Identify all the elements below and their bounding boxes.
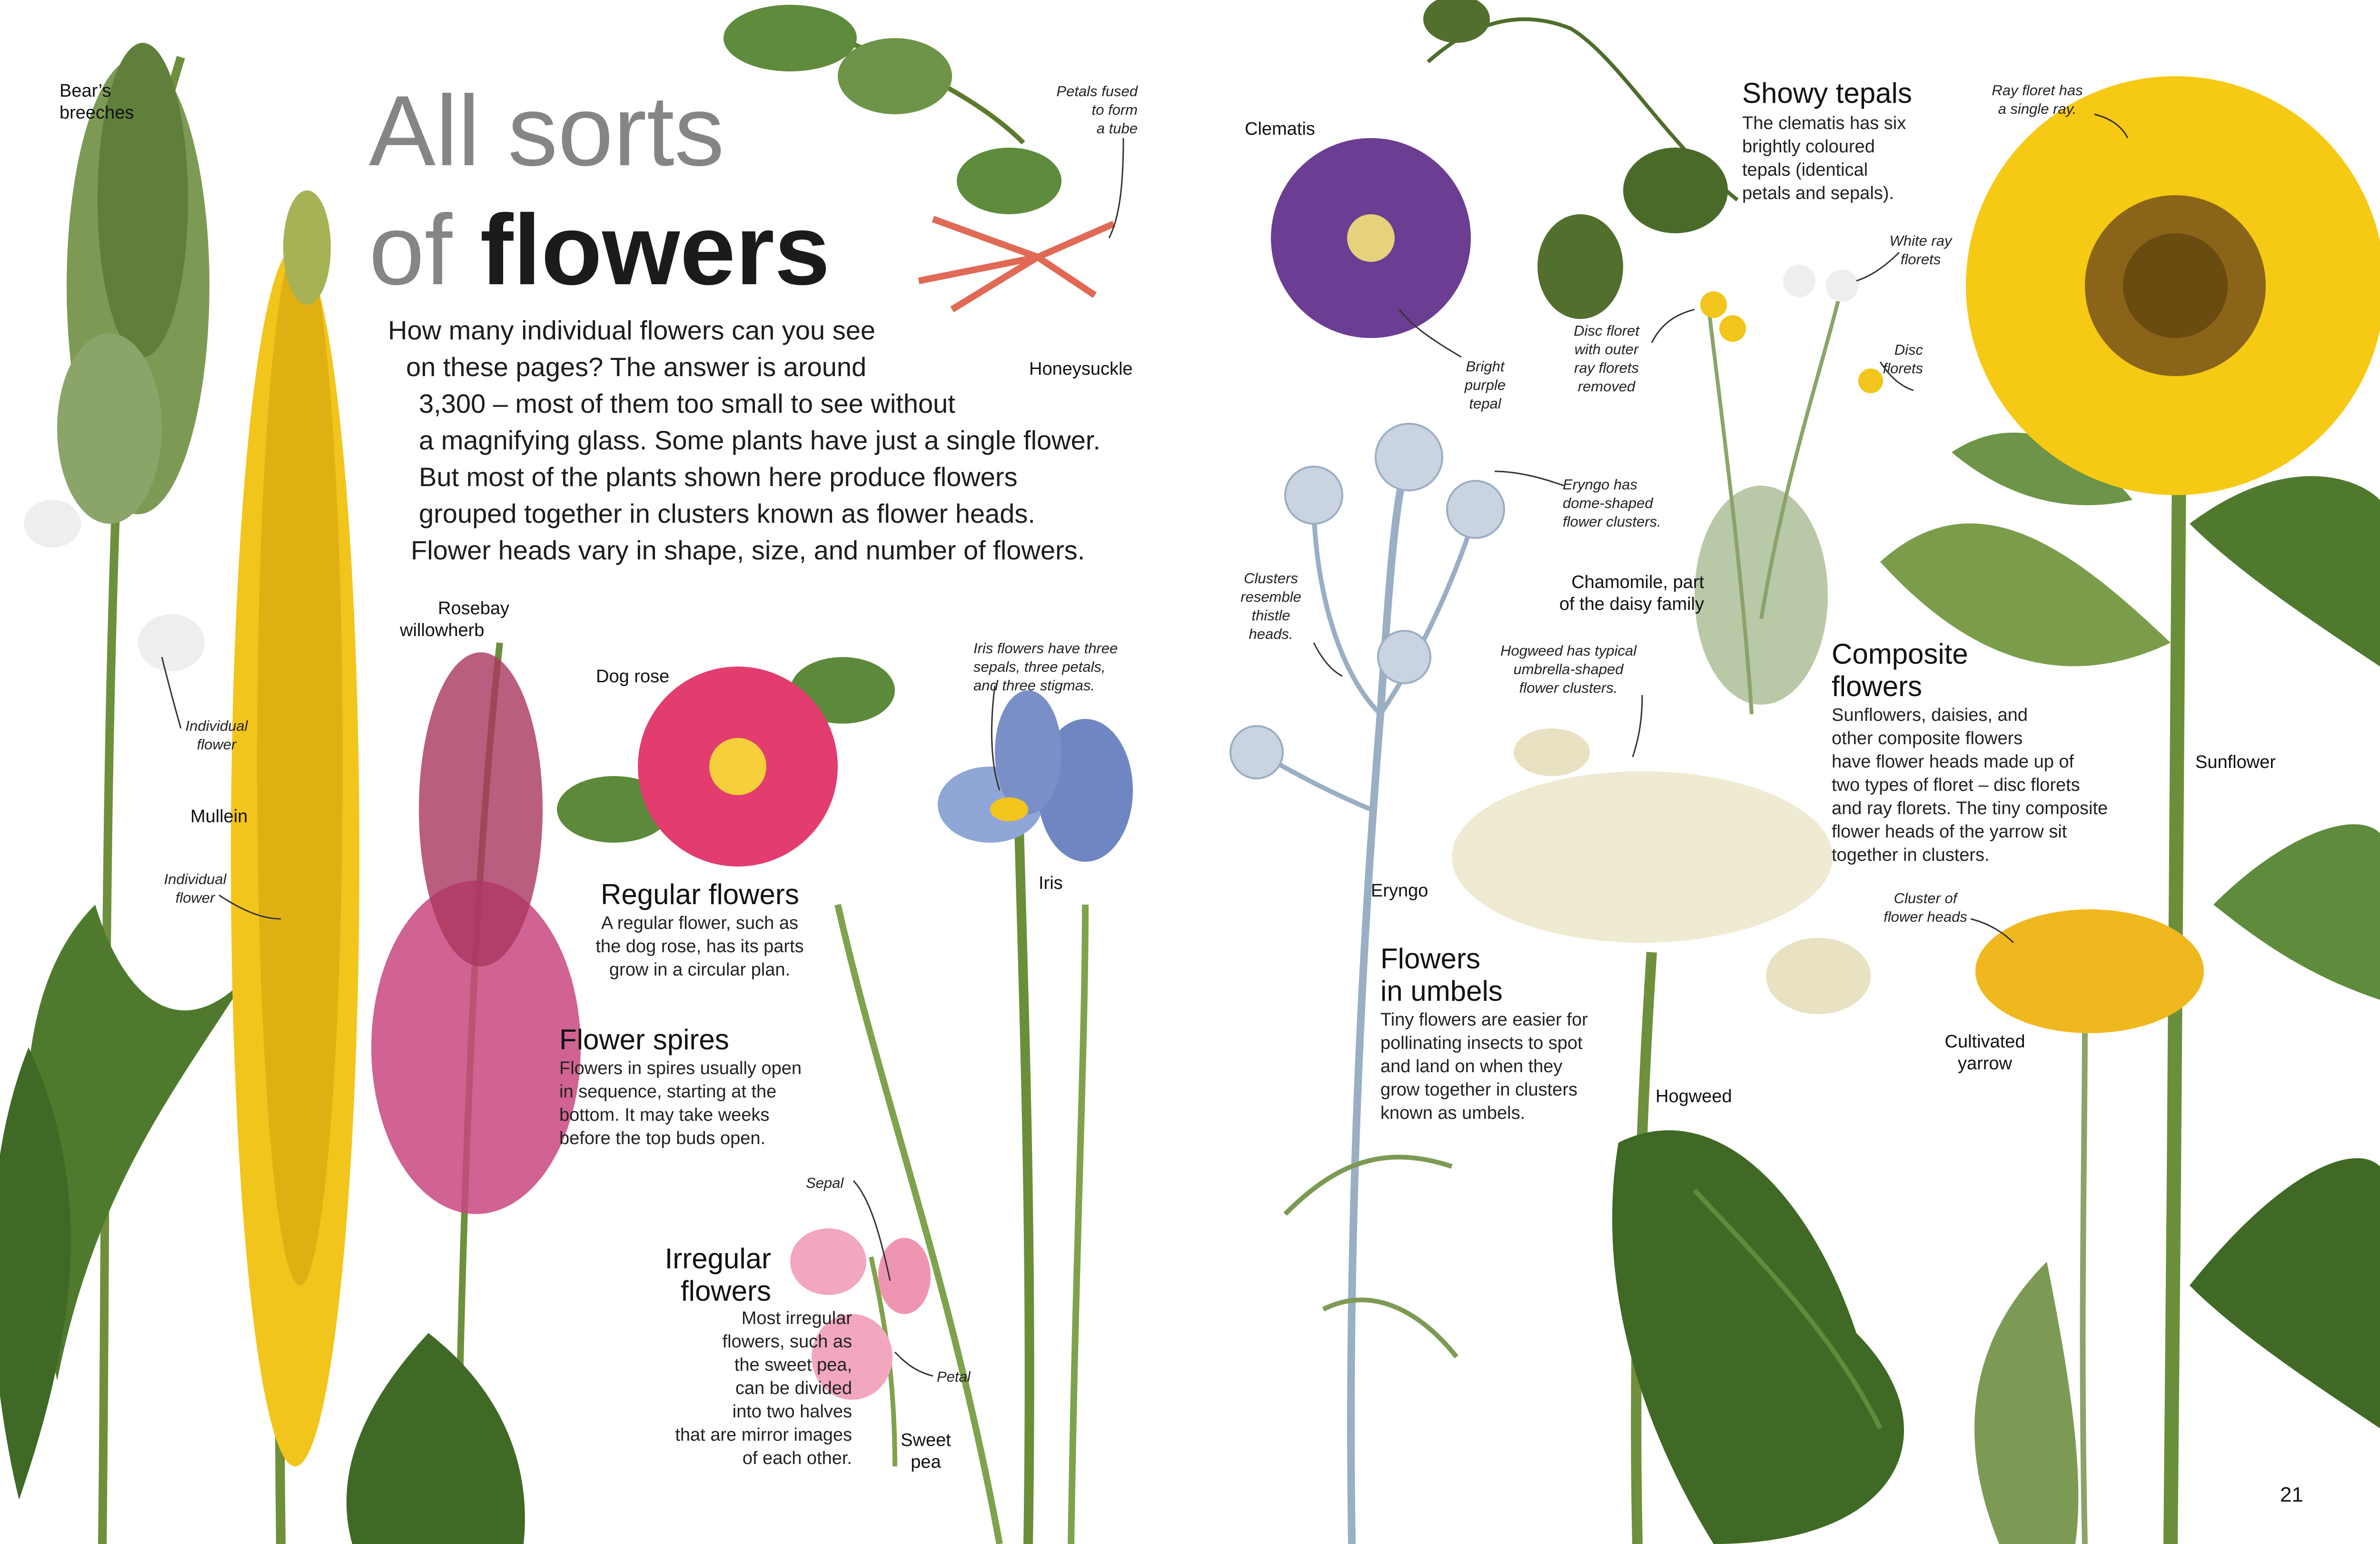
title-prefix: of (369, 194, 480, 306)
body-line: other composite flowers (1832, 728, 2023, 748)
body-line: the dog rose, has its parts (595, 936, 804, 956)
intro-line: a magnifying glass. Some plants have just a single flower. (419, 425, 1101, 455)
label-line: Iris (1039, 873, 1063, 893)
body-line: known as umbels. (1380, 1103, 1526, 1123)
label-line: yarrow (1957, 1054, 2013, 1074)
note-line: Iris flowers have three (973, 640, 1118, 657)
label-line: pea (911, 1452, 941, 1472)
note-line: Individual (185, 717, 248, 734)
note-line: flower heads (1884, 908, 1967, 925)
label-line: willowherb (400, 620, 485, 640)
body-line: brightly coloured (1742, 137, 1875, 157)
note-line: Petals fused (1056, 83, 1138, 100)
body-line: have flower heads made up of (1832, 752, 2074, 772)
body-line: tepals (identical (1742, 160, 1868, 180)
heading-line: in umbels (1380, 975, 1503, 1007)
note-line: florets (1900, 251, 1941, 268)
note-line: flower (175, 889, 215, 906)
heading-line: Regular flowers (601, 878, 799, 910)
body-line: and ray florets. The tiny composite (1832, 798, 2108, 818)
note-line: dome-shaped (1563, 495, 1653, 511)
body-line: Sunflowers, daisies, and (1832, 705, 2028, 725)
note-line: a single ray. (1998, 100, 2077, 117)
note-line: tepal (1469, 395, 1501, 412)
note-line: flower clusters. (1563, 513, 1661, 530)
note-line: heads. (1249, 626, 1293, 642)
note-line: Hogweed has typical (1500, 642, 1637, 659)
label-line: Mullein (190, 807, 248, 827)
body-line: The clematis has six (1742, 113, 1906, 133)
label-line: Sunflower (2195, 752, 2276, 772)
heading-line: Composite (1832, 638, 1968, 670)
page-number: 21 (2280, 1483, 2303, 1506)
label-line: of the daisy family (1559, 594, 1704, 614)
note-line: florets (1883, 360, 1923, 377)
note-line: Bright (1466, 358, 1505, 375)
body-line: Tiny flowers are easier for (1380, 1010, 1588, 1030)
note-line: Disc (1894, 341, 1923, 358)
note-line: Cluster of (1894, 890, 1957, 906)
body-line: flower heads of the yarrow sit (1832, 822, 2067, 842)
body-line: grow in a circular plan. (609, 960, 791, 980)
label-line: Honeysuckle (1029, 359, 1133, 379)
intro-line: But most of the plants shown here produce flowers (419, 462, 1018, 492)
label-line: Chamomile, part (1571, 572, 1704, 592)
body-line: petals and sepals). (1742, 183, 1894, 203)
label-line: Eryngo (1371, 881, 1428, 901)
intro-line: Flower heads vary in shape, size, and number of flowers. (411, 535, 1085, 565)
note-line: flower clusters. (1519, 679, 1618, 696)
body-line: the sweet pea, (734, 1355, 852, 1375)
label-line: Sweet (901, 1430, 951, 1450)
body-line: together in clusters. (1832, 845, 1990, 865)
body-line: two types of floret – disc florets (1832, 775, 2080, 795)
note-line: umbrella-shaped (1513, 661, 1624, 677)
note-line: Eryngo has (1563, 476, 1637, 493)
note-line: and three stigmas. (973, 677, 1095, 694)
body-line: before the top buds open. (559, 1128, 766, 1148)
note-line: Sepal (806, 1175, 844, 1191)
body-line: A regular flower, such as (601, 913, 798, 933)
intro-line: 3,300 – most of them too small to see without (419, 388, 955, 418)
body-line: that are mirror images (675, 1425, 852, 1445)
note-line: Clusters (1244, 570, 1298, 587)
note-line: removed (1577, 378, 1636, 395)
body-line: pollinating insects to spot (1380, 1033, 1583, 1053)
label-line: Hogweed (1656, 1086, 1732, 1106)
title-bold: flowers (480, 194, 830, 306)
note-line: Disc floret (1574, 322, 1639, 339)
note-line: Petal (937, 1368, 971, 1385)
body-line: of each other. (742, 1448, 852, 1468)
label-line: Bear’s (60, 81, 111, 101)
body-line: flowers, such as (722, 1332, 852, 1352)
note-line: resemble (1240, 588, 1301, 605)
body-line: grow together in clusters (1380, 1080, 1577, 1100)
label-line: Rosebay (438, 598, 509, 618)
body-line: can be divided (735, 1378, 852, 1398)
intro-line: grouped together in clusters known as flower heads. (419, 498, 1035, 528)
label-line: breeches (60, 103, 134, 123)
body-line: bottom. It may take weeks (559, 1105, 770, 1125)
label-line: Clematis (1245, 119, 1315, 139)
note-line: sepals, three petals, (973, 658, 1106, 675)
note-line: ray florets (1574, 359, 1639, 376)
title-line-1: All sorts (369, 75, 724, 187)
body-line: and land on when they (1380, 1056, 1563, 1076)
note-line: to form (1091, 101, 1138, 118)
heading-line: Flower spires (559, 1024, 729, 1056)
note-line: flower (197, 736, 237, 753)
heading-line: Showy tepals (1742, 77, 1912, 109)
body-line: Flowers in spires usually open (559, 1058, 802, 1078)
heading-line: Irregular (664, 1243, 771, 1275)
heading-line: flowers (1832, 670, 1923, 702)
note-line: a tube (1096, 120, 1138, 137)
note-line: thistle (1251, 607, 1290, 624)
body-line: into two halves (732, 1402, 852, 1422)
note-line: Individual (164, 871, 227, 887)
body-line: Most irregular (741, 1308, 852, 1328)
note-line: purple (1464, 377, 1506, 393)
note-line: Ray floret has (1992, 82, 2083, 99)
label-line: Dog rose (596, 667, 670, 687)
note-line: with outer (1574, 341, 1639, 358)
label-line: Cultivated (1944, 1032, 2025, 1052)
note-line: White ray (1889, 232, 1952, 249)
intro-line: How many individual flowers can you see (388, 315, 876, 345)
heading-line: Flowers (1380, 943, 1481, 975)
intro-line: on these pages? The answer is around (406, 352, 867, 382)
heading-line: flowers (680, 1275, 771, 1307)
body-line: in sequence, starting at the (559, 1082, 777, 1102)
